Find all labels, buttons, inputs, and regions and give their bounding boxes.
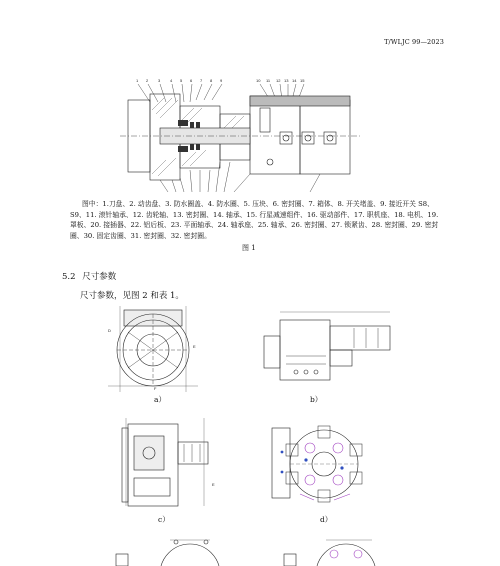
- subfigure-a-label: a）: [154, 395, 166, 404]
- svg-text:13: 13: [284, 78, 289, 83]
- section-title: 尺寸参数: [82, 272, 117, 282]
- svg-text:12: 12: [276, 78, 281, 83]
- svg-text:3: 3: [158, 78, 161, 83]
- svg-text:8: 8: [210, 78, 213, 83]
- svg-text:10: 10: [256, 78, 261, 83]
- svg-text:D: D: [108, 328, 111, 333]
- subfigure-a-drawing: [98, 302, 210, 394]
- page-header-code: T/WLJC 99—2023: [384, 38, 444, 46]
- svg-text:5: 5: [180, 78, 183, 83]
- svg-text:7: 7: [200, 78, 203, 83]
- svg-text:E: E: [212, 482, 215, 487]
- body-paragraph: 尺寸参数，见图 2 和表 1。: [80, 291, 184, 301]
- svg-text:E: E: [193, 344, 196, 349]
- svg-text:6: 6: [190, 78, 193, 83]
- figure-1-caption: 图中：1.刀盘、2. 动齿盘、3. 防水圈盖、4. 防水圈、5. 压块、6. 密封圈、7. 箱体、8. 开关堵盖、9. 接近开关 S8、S9、11. 滚针轴承、12. 齿轮轴、13. 密封圈、14. 轴承、15. 行星减速组件、16. 驱动部件、17. 职机座、18. 电机、19. 罩板、20. 接插器、22. 铝后板、23. 平面轴承、24. 轴承座、25. 轴承、26. 密封圈、27. 锁紧齿、28. 密封圈、29. 密封圈、30. 固定齿圈、31. 密封圈、32. 密封圈。: [70, 200, 439, 240]
- subfigure-e-drawing-partial: [110, 534, 230, 566]
- svg-text:F: F: [154, 386, 157, 391]
- svg-text:1: 1: [136, 78, 139, 83]
- subfigure-c-label: c）: [158, 515, 170, 524]
- subfigure-f-drawing-partial: [276, 534, 386, 566]
- section-heading: [62, 270, 116, 282]
- subfigure-c-drawing: [108, 416, 228, 508]
- svg-text:9: 9: [220, 78, 223, 83]
- figure-1-drawing: [120, 70, 360, 198]
- svg-text:4: 4: [170, 78, 173, 83]
- svg-text:15: 15: [300, 78, 305, 83]
- svg-text:14: 14: [292, 78, 297, 83]
- subfigure-b-label: b）: [310, 395, 323, 404]
- svg-text:2: 2: [146, 78, 149, 83]
- figure-1-label: 图 1: [242, 244, 256, 252]
- subfigure-d-label: d）: [320, 515, 333, 524]
- subfigure-b-drawing: [256, 306, 396, 388]
- section-number: 5.2: [62, 272, 76, 282]
- subfigure-d-drawing: [266, 420, 376, 508]
- svg-text:11: 11: [266, 78, 271, 83]
